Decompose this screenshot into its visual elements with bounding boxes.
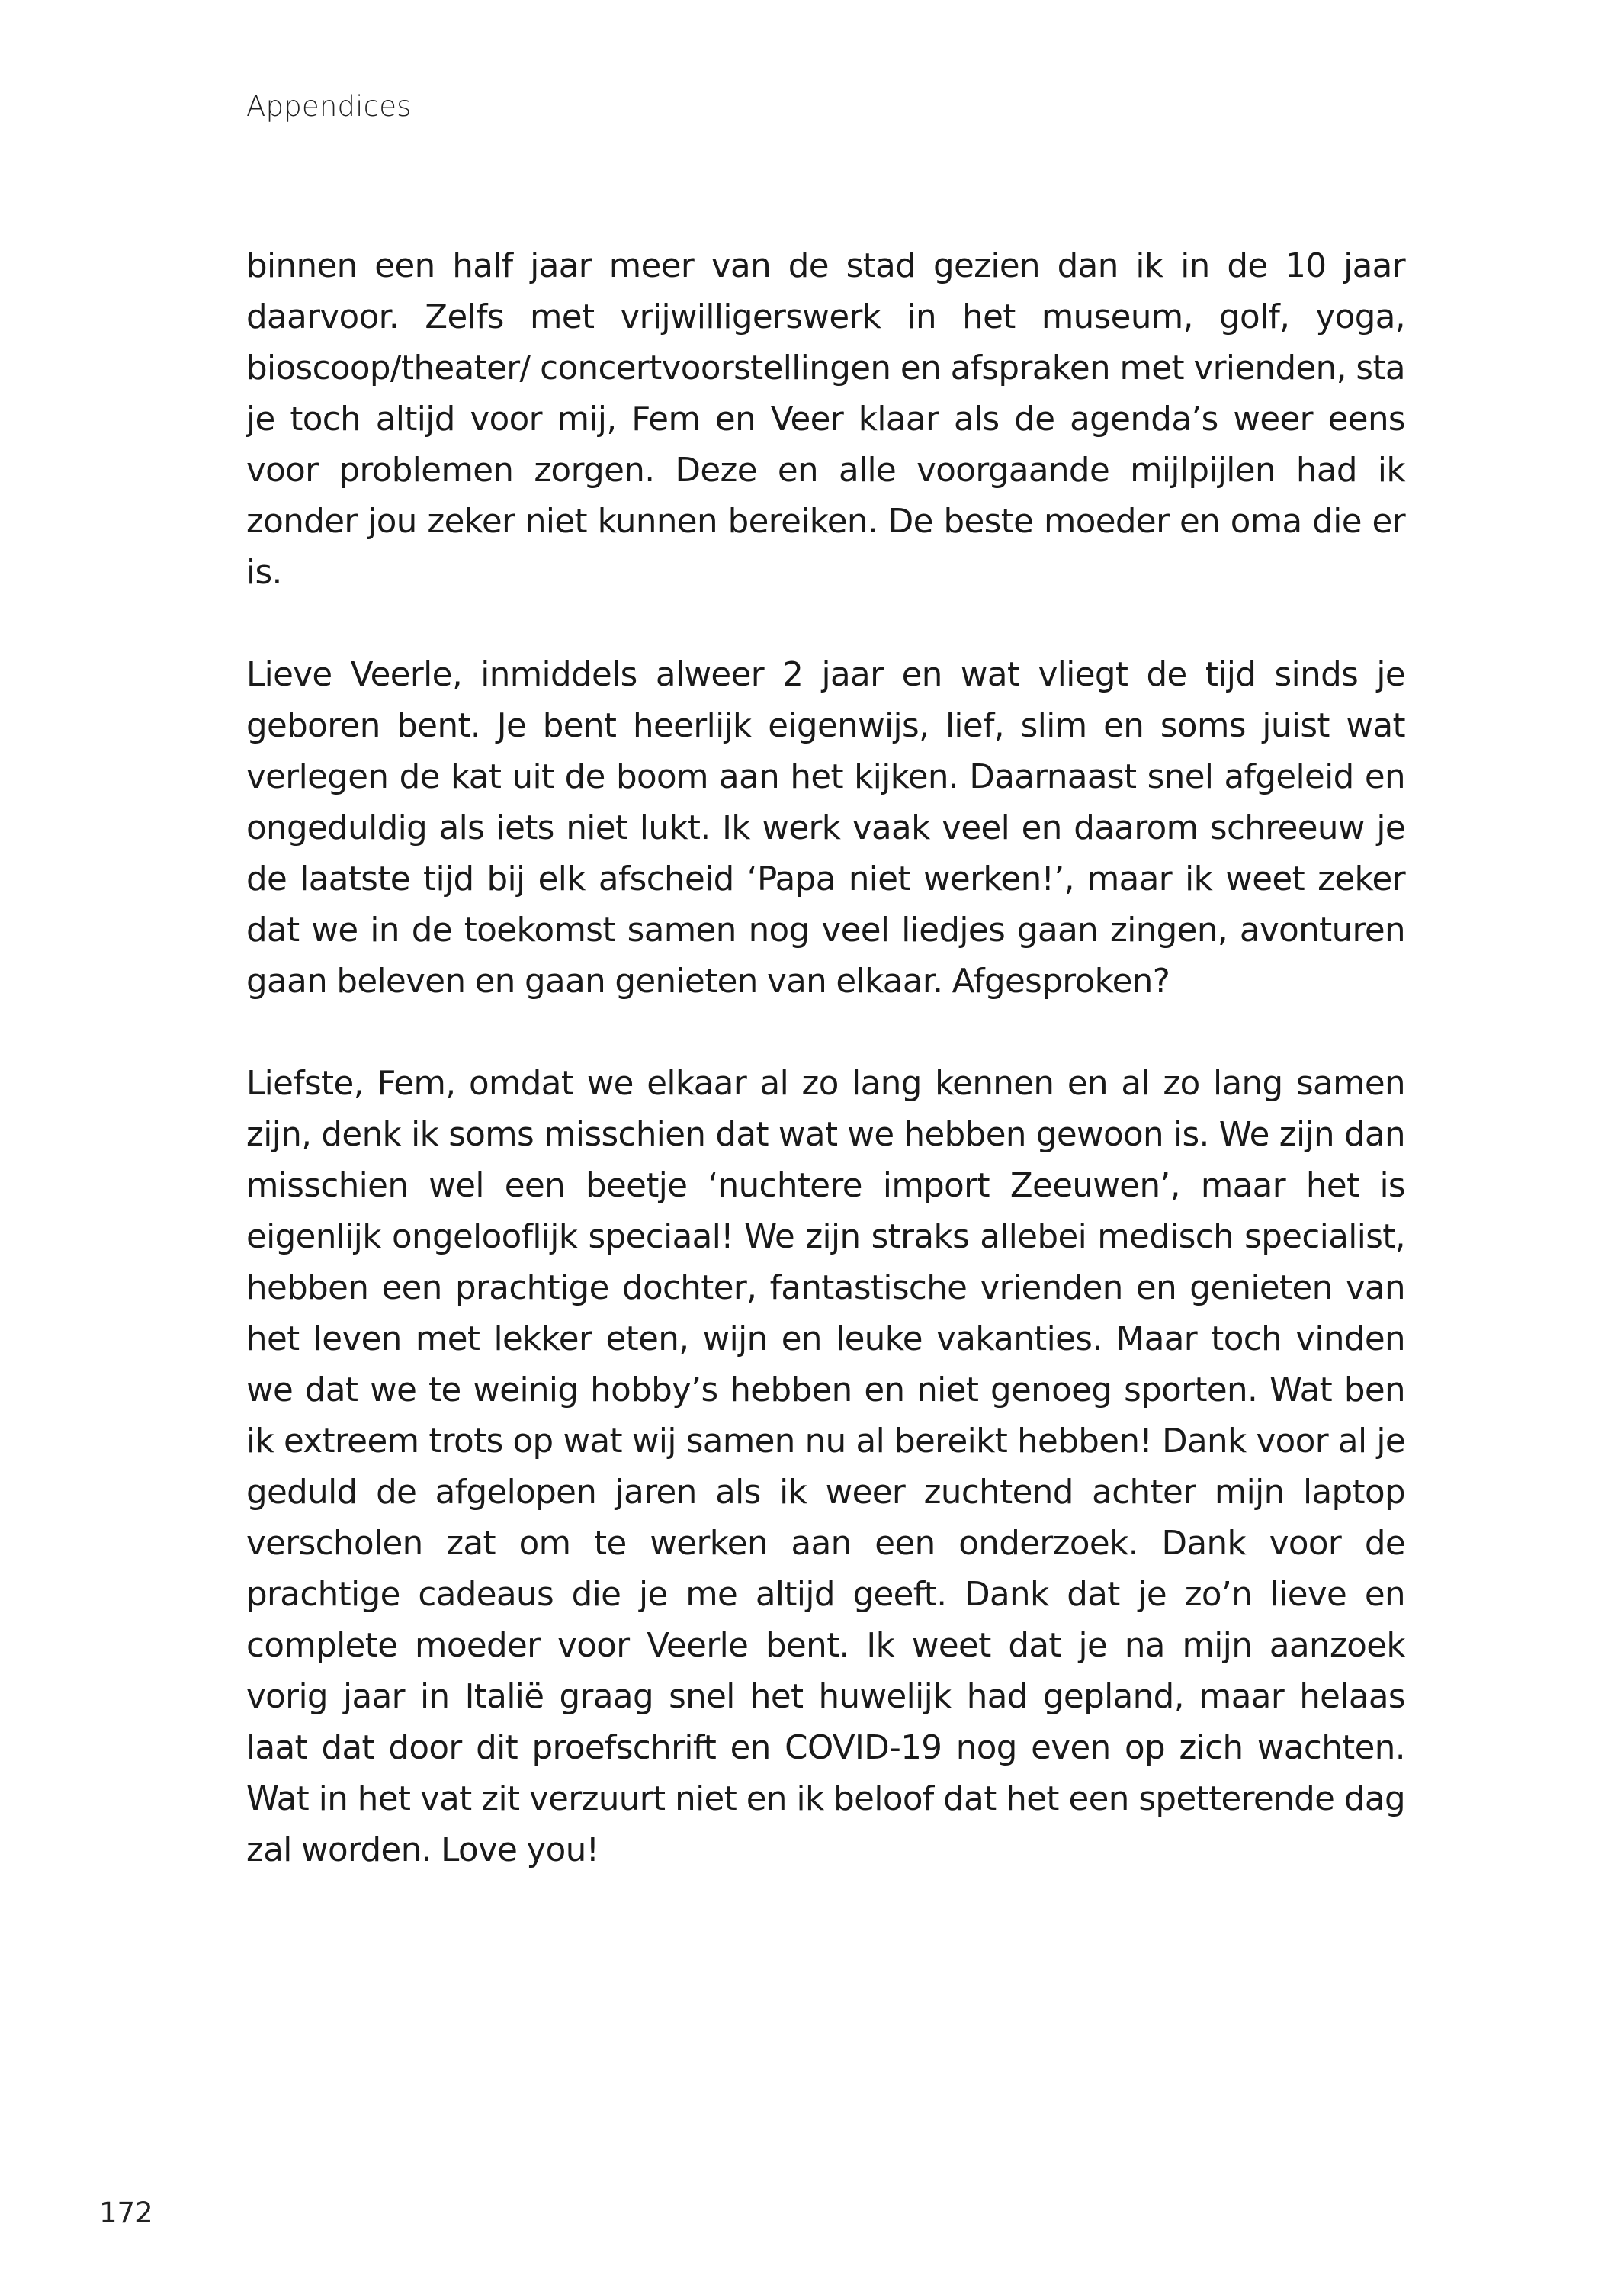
body-text [246, 241, 1405, 1927]
page-number: 172 [99, 2196, 153, 2229]
paragraph: Lieve Veerle, inmiddels alweer 2 jaar en wat vliegt de tijd sinds je geboren bent. Je bent heerlijk eigenwijs, lief, slim en soms juist wat verlegen de kat uit de boom aan het kijken. Daarnaast snel afgeleid en ongeduldig als iets niet lukt. Ik werk vaak veel en daarom schreeuw je de laatste tijd bij elk afscheid ‘Papa niet werken!’, maar ik weet zeker dat we in de toekomst samen nog veel liedjes gaan zingen, avonturen gaan beleven en gaan genieten van elkaar. Afgesproken? [246, 656, 1405, 1001]
paragraph: Liefste, Fem, omdat we elkaar al zo lang kennen en al zo lang samen zijn, denk ik soms misschien dat wat we hebben gewoon is. We zijn dan misschien wel een beetje ‘nuchtere import Zeeuwen’, maar het is eigenlijk ongelooflijk speciaal! We zijn straks allebei medisch specialist, hebben een prachtige dochter, fantastische vrienden en genieten van het leven met lekker eten, wijn en leuke vakanties. Maar toch vinden we dat we te weinig hobby’s hebben en niet genoeg sporten. Wat ben ik extreem trots op wat wij samen nu al bereikt hebben! Dank voor al je geduld de afgelopen jaren als ik weer zuchtend achter mijn laptop verscholen zat om te werken aan een onderzoek. Dank voor de prachtige cadeaus die je me altijd geeft. Dank dat je zo’n lieve en complete moeder voor Veerle bent. Ik weet dat je na mijn aanzoek vorig jaar in Italië graag snel het huwelijk had gepland, maar helaas laat dat door dit proefschrift en COVID-19 nog even op zich wachten. Wat in het vat zit verzuurt niet en ik beloof dat het een spetterende dag zal worden. Love you! [246, 1065, 1405, 1869]
running-header: Appendices [246, 90, 412, 123]
paragraph: binnen een half jaar meer van de stad gezien dan ik in de 10 jaar daarvoor. Zelfs met vrijwilligerswerk in het museum, golf, yoga, bioscoop/theater/ concertvoorstellingen en afspraken met vrienden, sta je toch altijd voor mij, Fem en Veer klaar als de agenda’s weer eens voor problemen zorgen. Deze en alle voorgaande mijlpijlen had ik zonder jou zeker niet kunnen bereiken. De beste moeder en oma die er is. [246, 247, 1405, 592]
